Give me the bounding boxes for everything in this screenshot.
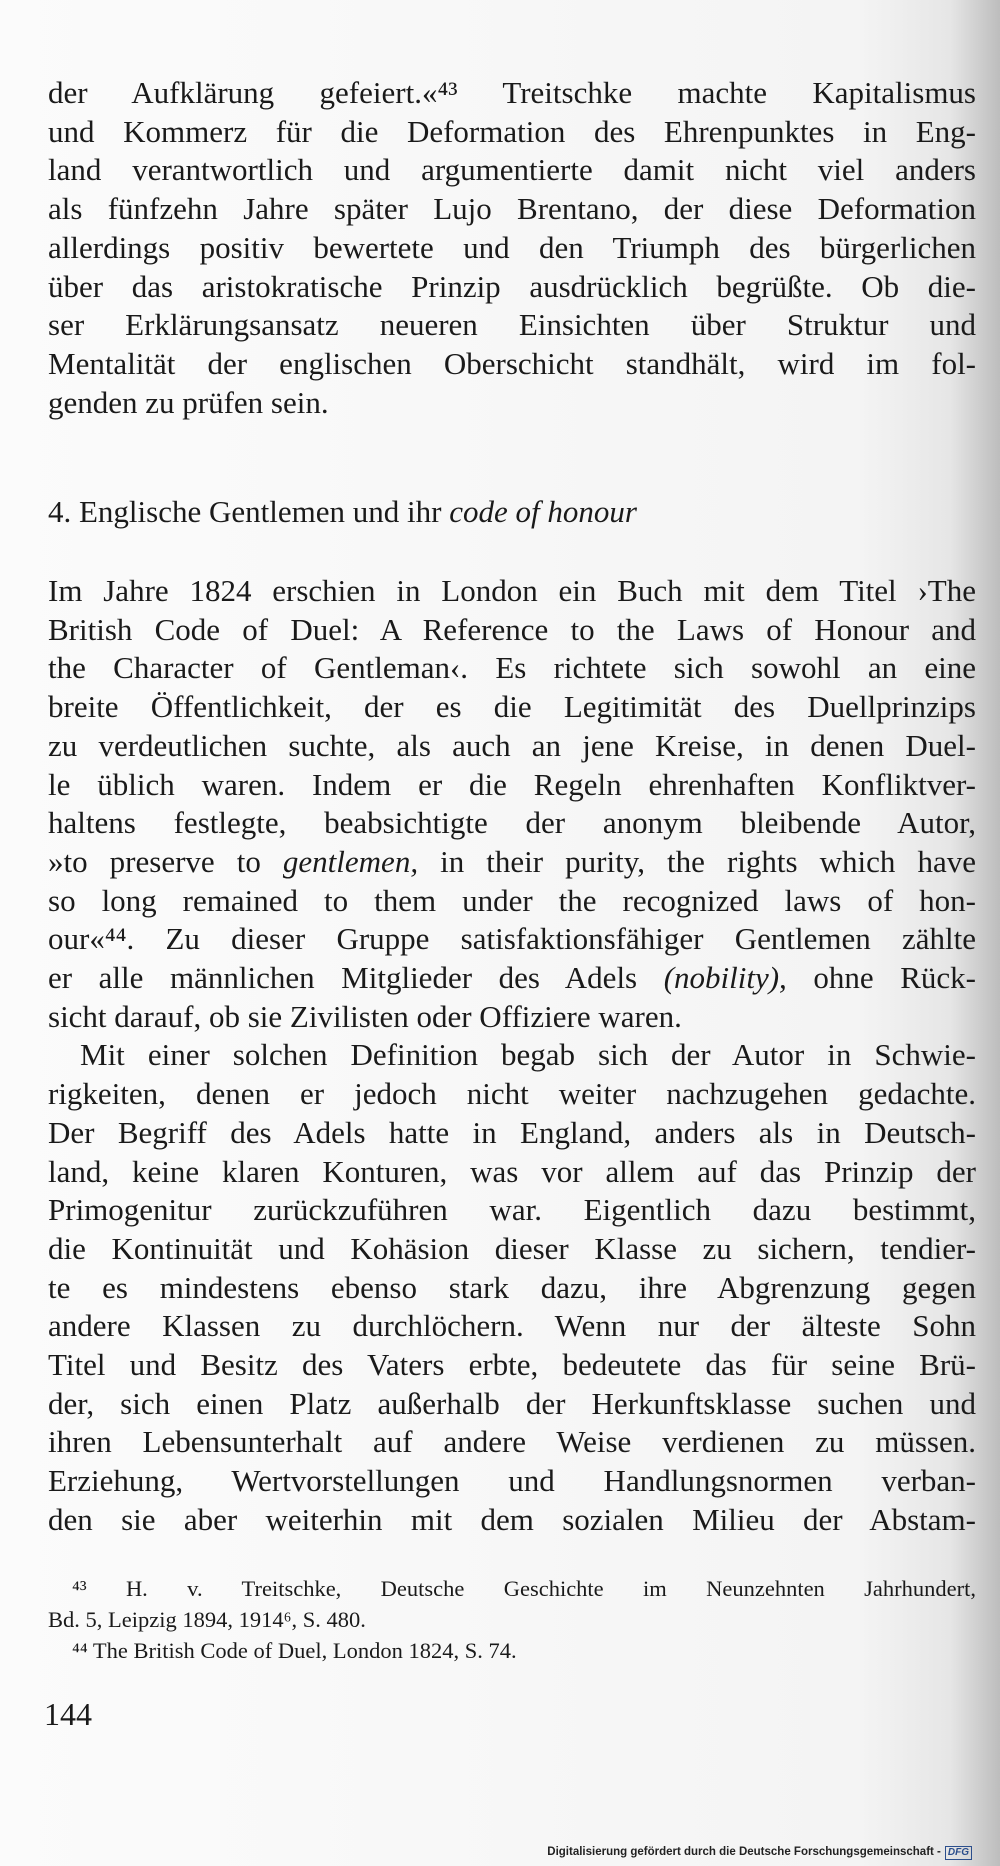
text-line: der Aufklärung gefeiert.«⁴³ Treitschke machte Kapitalismus [48,75,976,110]
text-line: le üblich waren. Indem er die Regeln ehrenhaften Konfliktver- [48,766,976,802]
paragraph-first-line: Mit einer solchen Definition begab sich der Autor in Schwie- [80,1037,976,1073]
text-line: land verantwortlich und argumentierte damit nicht viel anders [48,152,976,188]
page-number: 144 [44,1696,92,1732]
text-line: als fünfzehn Jahre später Lujo Brentano, der diese Deformation [48,191,976,227]
italic-run: gentlemen, [282,843,419,879]
text-line: te es mindestens ebenso stark dazu, ihre Abgrenzung gegen [48,1269,976,1305]
digitization-note-text: Digitalisierung gefördert durch die Deutsche Forschungsgemeinschaft - [547,1846,941,1858]
text-line: the Character of Gentleman‹. Es richtete sich sowohl an eine [48,650,976,686]
text-line: der, sich einen Platz außerhalb der Herkunftsklasse suchen und [48,1385,976,1421]
text-run: in their purity, the rights which have [418,843,976,879]
heading-italic-text: code of honour [449,494,637,529]
text-line: so long remained to them under the recognized laws of hon- [48,882,976,918]
text-line [48,843,976,882]
text-line: Erziehung, Wertvorstellungen und Handlungsnormen verban- [48,1463,976,1499]
text-line: Im Jahre 1824 erschien in London ein Buch mit dem Titel ›The [48,573,976,608]
text-line: our«⁴⁴. Zu dieser Gruppe satisfaktionsfähiger Gentlemen zählte [48,921,976,957]
text-line: British Code of Duel: A Reference to the Laws of Honour and [48,611,976,647]
text-line: den sie aber weiterhin mit dem sozialen Milieu der Abstam- [48,1501,976,1537]
footnote-43-line-2: Bd. 5, Leipzig 1894, 1914⁶, S. 480. [48,1607,366,1632]
text-line: ihren Lebensunterhalt auf andere Weise verdienen zu müssen. [48,1424,976,1460]
text-line: haltens festlegte, beabsichtigte der anonym bleibende Autor, [48,805,976,841]
digitization-note [547,1846,972,1860]
text-line [48,959,976,998]
text-line: und Kommerz für die Deformation des Ehrenpunktes in Eng- [48,113,976,149]
text-line: Titel und Besitz des Vaters erbte, bedeutete das für seine Brü- [48,1347,976,1383]
text-line: allerdings positiv bewertete und den Triumph des bürgerlichen [48,229,976,265]
section-heading [48,494,637,530]
section-body [48,572,976,1540]
paragraph-continuation [48,74,976,422]
text-line: Mentalität der englischen Oberschicht standhält, wird im fol- [48,345,976,381]
footnote-43-line-1: ⁴³ H. v. Treitschke, Deutsche Geschichte im Neunzehnten Jahrhundert, [72,1576,976,1601]
text-line: zu verdeutlichen suchte, als auch an jene Kreise, in denen Duel- [48,727,976,763]
text-run: ohne Rück- [786,960,976,996]
text-line: rigkeiten, denen er jedoch nicht weiter nachzugehen gedachte. [48,1076,976,1112]
text-line: Primogenitur zurückzuführen war. Eigentlich dazu bestimmt, [48,1192,976,1228]
text-run: er alle männlichen Mitglieder des Adels [48,960,664,996]
text-line: sicht darauf, ob sie Zivilisten oder Offiziere waren. [48,998,682,1034]
text-line: ser Erklärungsansatz neueren Einsichten über Struktur und [48,307,976,343]
text-line: die Kontinuität und Kohäsion dieser Klasse zu sichern, tendier- [48,1230,976,1266]
dfg-logo: DFG [945,1846,972,1860]
text-line: land, keine klaren Konturen, was vor allem auf das Prinzip der [48,1153,976,1189]
italic-run: (nobility), [663,960,787,996]
text-line: breite Öffentlichkeit, der es die Legitimität des Duellprinzips [48,689,976,725]
text-line: über das aristokratische Prinzip ausdrücklich begrüßte. Ob die- [48,268,976,304]
footnote-44: ⁴⁴ The British Code of Duel, London 1824, S. 74. [72,1638,517,1663]
text-run: »to preserve to [48,843,283,879]
text-line: genden zu prüfen sein. [48,384,329,420]
footnotes [48,1573,976,1666]
text-line: andere Klassen zu durchlöchern. Wenn nur der älteste Sohn [48,1308,976,1344]
heading-text: 4. Englische Gentlemen und ihr [48,494,450,529]
text-line: Der Begriff des Adels hatte in England, anders als in Deutsch- [48,1114,976,1150]
